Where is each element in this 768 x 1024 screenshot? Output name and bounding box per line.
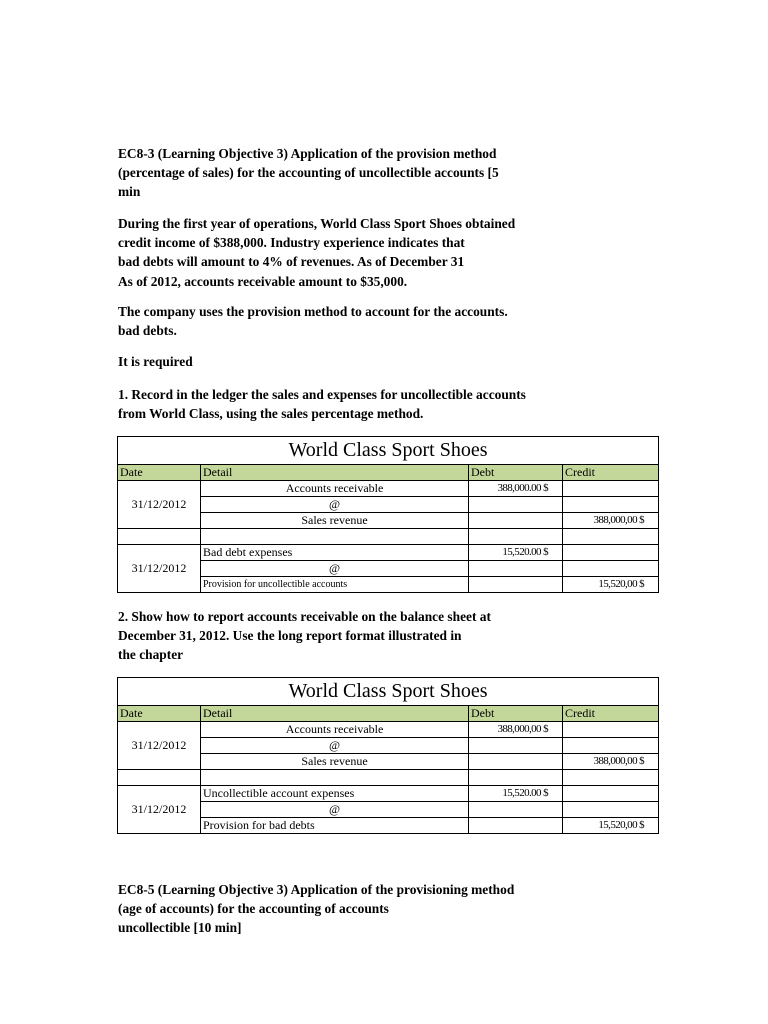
debt-cell [469, 577, 563, 593]
column-header-debt: Debt [469, 465, 563, 481]
table-row [118, 545, 659, 561]
column-header-credit: Credit [563, 706, 659, 722]
debt-cell [469, 738, 563, 754]
debt-cell [469, 561, 563, 577]
entry-date: 31/12/2012 [118, 545, 201, 593]
column-header-date: Date [118, 706, 201, 722]
table-row [118, 770, 659, 786]
credit-cell: 388,000,00 $ [563, 513, 659, 529]
question-1: 1. Record in the ledger the sales and expenses for uncollectible accounts from World Class, using the sales percentage method. [118, 387, 526, 422]
table-title: World Class Sport Shoes [118, 678, 659, 706]
detail-cell: @ [201, 497, 469, 513]
detail-cell: Bad debt expenses [201, 545, 469, 561]
credit-cell: 15,520,00 $ [563, 818, 659, 834]
table-row [118, 722, 659, 738]
column-header-detail: Detail [201, 465, 469, 481]
question-2: 2. Show how to report accounts receivable on the balance sheet at December 31, 2012. Use the long report format illustrated in the chapter [118, 609, 491, 663]
ledger-table-2 [117, 677, 659, 834]
method-paragraph: The company uses the provision method to account for the accounts. bad debts. [118, 304, 508, 339]
required-label: It is required [118, 354, 193, 369]
debt-cell: 15,520.00 $ [469, 545, 563, 561]
debt-cell [469, 818, 563, 834]
credit-cell [563, 722, 659, 738]
credit-cell [563, 545, 659, 561]
detail-cell: Sales revenue [201, 754, 469, 770]
column-header-debt: Debt [469, 706, 563, 722]
problem-paragraph: During the first year of operations, World Class Sport Shoes obtained credit income of $388,000. Industry experience indicates that bad debts will amount to 4% of revenues. As of December 31 As of 2012, accounts receivable amount to $35,000. [118, 216, 516, 289]
table-row [118, 786, 659, 802]
debt-cell [469, 802, 563, 818]
entry-date: 31/12/2012 [118, 722, 201, 770]
column-header-credit: Credit [563, 465, 659, 481]
entry-date: 31/12/2012 [118, 786, 201, 834]
detail-cell: @ [201, 561, 469, 577]
table-row [118, 529, 659, 545]
credit-cell [563, 802, 659, 818]
debt-cell [469, 513, 563, 529]
credit-cell: 388,000,00 $ [563, 754, 659, 770]
ledger-table-1 [117, 436, 659, 593]
credit-cell [563, 786, 659, 802]
detail-cell: Provision for uncollectible accounts [201, 577, 469, 593]
table-row [118, 481, 659, 497]
exercise-heading: EC8-3 (Learning Objective 3) Application of the provision method (percentage of sales) for the accounting of uncollectible accounts [5 min [118, 146, 499, 200]
detail-cell: @ [201, 738, 469, 754]
detail-cell: Provision for bad debts [201, 818, 469, 834]
credit-cell [563, 738, 659, 754]
debt-cell: 15,520.00 $ [469, 786, 563, 802]
credit-cell [563, 561, 659, 577]
exercise-heading-2: EC8-5 (Learning Objective 3) Application of the provisioning method (age of accounts) for the accounting of accounts uncollectible [10 min] [118, 882, 515, 936]
table-title: World Class Sport Shoes [118, 437, 659, 465]
credit-cell [563, 497, 659, 513]
debt-cell [469, 754, 563, 770]
debt-cell: 388,000,00 $ [469, 722, 563, 738]
debt-cell [469, 497, 563, 513]
credit-cell [563, 481, 659, 497]
debt-cell: 388,000.00 $ [469, 481, 563, 497]
column-header-detail: Detail [201, 706, 469, 722]
detail-cell: @ [201, 802, 469, 818]
credit-cell: 15,520,00 $ [563, 577, 659, 593]
detail-cell: Sales revenue [201, 513, 469, 529]
detail-cell: Accounts receivable [201, 722, 469, 738]
entry-date: 31/12/2012 [118, 481, 201, 529]
column-header-date: Date [118, 465, 201, 481]
detail-cell: Accounts receivable [201, 481, 469, 497]
detail-cell: Uncollectible account expenses [201, 786, 469, 802]
